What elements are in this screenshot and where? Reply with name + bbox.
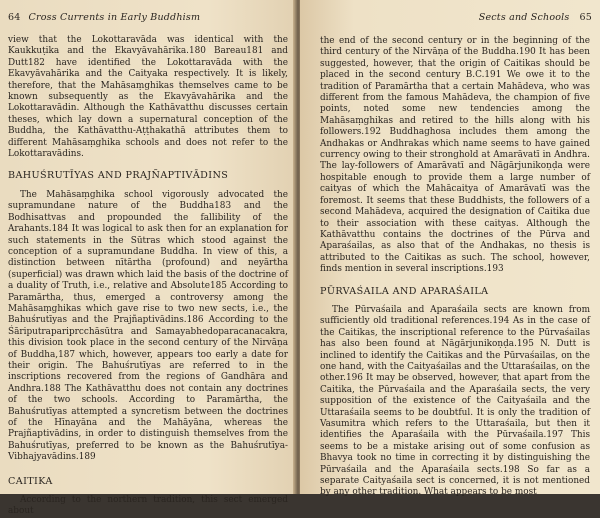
right-running-title: Sects and Schools: [478, 12, 570, 23]
right-paragraph-1: the end of the second century or in the beginning of the third century of the Nirvāṇa of the Buddha.190 It has been suggested, however, that the origin of Caitikas should be placed in the second century B.C.191 We owe it to the tradition of Paramārtha that a certain Mahādeva, who was different from the famous Mahādeva, the champion of five points, noted some new tendencies among the Mahāsaṃghikas and retired to the hills along with his followers.192 Buddhaghosa includes them among the Andhakas or Andhrakas which name seems to have gained currency owing to their stronghold at Amarāvatī in Andhra. The lay-followers of Amarāvatī and Nāgārjunikoṇḍa were hospitable enough to provide them a large number of caityas of which the Mahācaitya of Amarāvatī was the foremost. It seems that these Buddhists, the followers of a second Mahādeva, acquired the designation of Caitika due to their association with these caityas. Although the Kathāvatthu contains the doctrines of the Pūrva and Aparaśailas, as also that of the Andhakas, no thesis is attributed to the Caitikas as such. The school, however, finds mention in several inscriptions.193: [320, 36, 590, 275]
left-page-number: 64: [8, 12, 21, 23]
right-page-number: 65: [579, 12, 592, 23]
section-heading-purvasaila: PŪRVAŚAILA AND APARAŚAILA: [320, 285, 489, 297]
right-page: [300, 0, 600, 498]
left-page: [0, 0, 296, 517]
right-page-text: [320, 36, 590, 499]
section-heading-bahusrutiyas: BAHUŚRUTĪYAS AND PRAJÑAPTIVĀDINS: [8, 170, 229, 182]
left-paragraph-3: According to the northern tradition, this sect emerged about: [8, 495, 288, 517]
right-running-head: [479, 12, 592, 23]
left-page-text: [8, 35, 288, 518]
left-paragraph-2: The Mahāsaṃghika school vigorously advocated the supramundane nature of the Buddha183 and the Bodhisattvas and propounded the fallibility of the Arahants.184 It was logical to ask then for an explanation for such statements in the Sūtras which stood against the conception of a supramundane Buddha. In view of this, a distinction between nītārtha (profound) and neyārtha (superficial) was drawn which laid the basis of the doctrine of a duality of Truth, i.e., relative and Absolute185 According to Paramārtha, thus, emerged a controversy among the Mahāsaṃghikas which gave rise to two new sects, i.e., the Bahuśrutīyas and the Prajñaptivādins.186 According to the Śāriputrapariprcchāsūtra and Samayabhedoparacanacakra, this division took place in the second century of the Nirvāṇa of Buddha,187 which, however, appears too early a date for their origin. The Bahuśrutīyas are referred to in the inscriptions recovered from the regions of Gandhāra and Andhra.188 The Kathāvatthu does not contain any doctrines of the two schools. According to Paramārtha, the Bahuśrutīyas attempted a syncretism between the doctrines of the Hīnayāna and the Mahāyāna, whereas the Prajñaptivādins, in order to distinguish themselves from the Bahuśrutīyas, preferred to be known as the Bahuśrutīya-Vibhajyavādins.189: [8, 189, 288, 463]
left-paragraph-1: view that the Lokottaravāda was identical with the Kaukkuṭika and the Ekavyāvahārika.180 Bareau181 and Dutt182 have identified the Lokottaravāda with the Ekavyāvahārika and the Caityaka respectively. It is likely, therefore, that the Mahāsaṃghikas themselves came to be known subsequently as the Ekavyāvahārika and the Lokottaravādin. Although the Kathāvatthu discusses certain theses, which lay down a supernatural conception of the Buddha, the Kathāvatthu-Aṭṭhakathā attributes them to different Mahāsaṃghika schools and does not refer to the Lokottaravādins.: [8, 35, 288, 160]
right-paragraph-2: The Pūrvaśaila and Aparaśaila sects are known from sufficiently old traditional references.194 As in the case of the Caitikas, the inscriptional reference to the Pūrvaśailas has also been found at Nāgārjunikoṇḍa.195 N. Dutt is inclined to identify the Caitikas and the Pūrvaśailas, on the one hand, with the Caityaśailas and the Uttaraśailas, on the other.196 It may be observed, however, that apart from the Caitika, the Pūrvaśaila and the Aparaśaila sects, the very supposition of the existence of the Caityaśaila and the Uttaraśaila seems to be doubtful. It is only the tradition of Vasumitra which refers to the Uttaraśaila, but then it identifies the Aparaśaila with the Pūrvaśaila.197 This seems to be a mistake arising out of some confusion as Bhavya took no time in correcting it by distinguishing the Pūrvaśaila and the Aparaśaila sects.198 So far as a separate Caityaśaila sect is concerned, it is not mentioned by any other tradition. What appears to be most: [320, 304, 590, 498]
left-running-head: [8, 12, 200, 23]
section-heading-caitika: CAITIKA: [8, 475, 53, 487]
left-running-title: Cross Currents in Early Buddhism: [28, 12, 201, 23]
